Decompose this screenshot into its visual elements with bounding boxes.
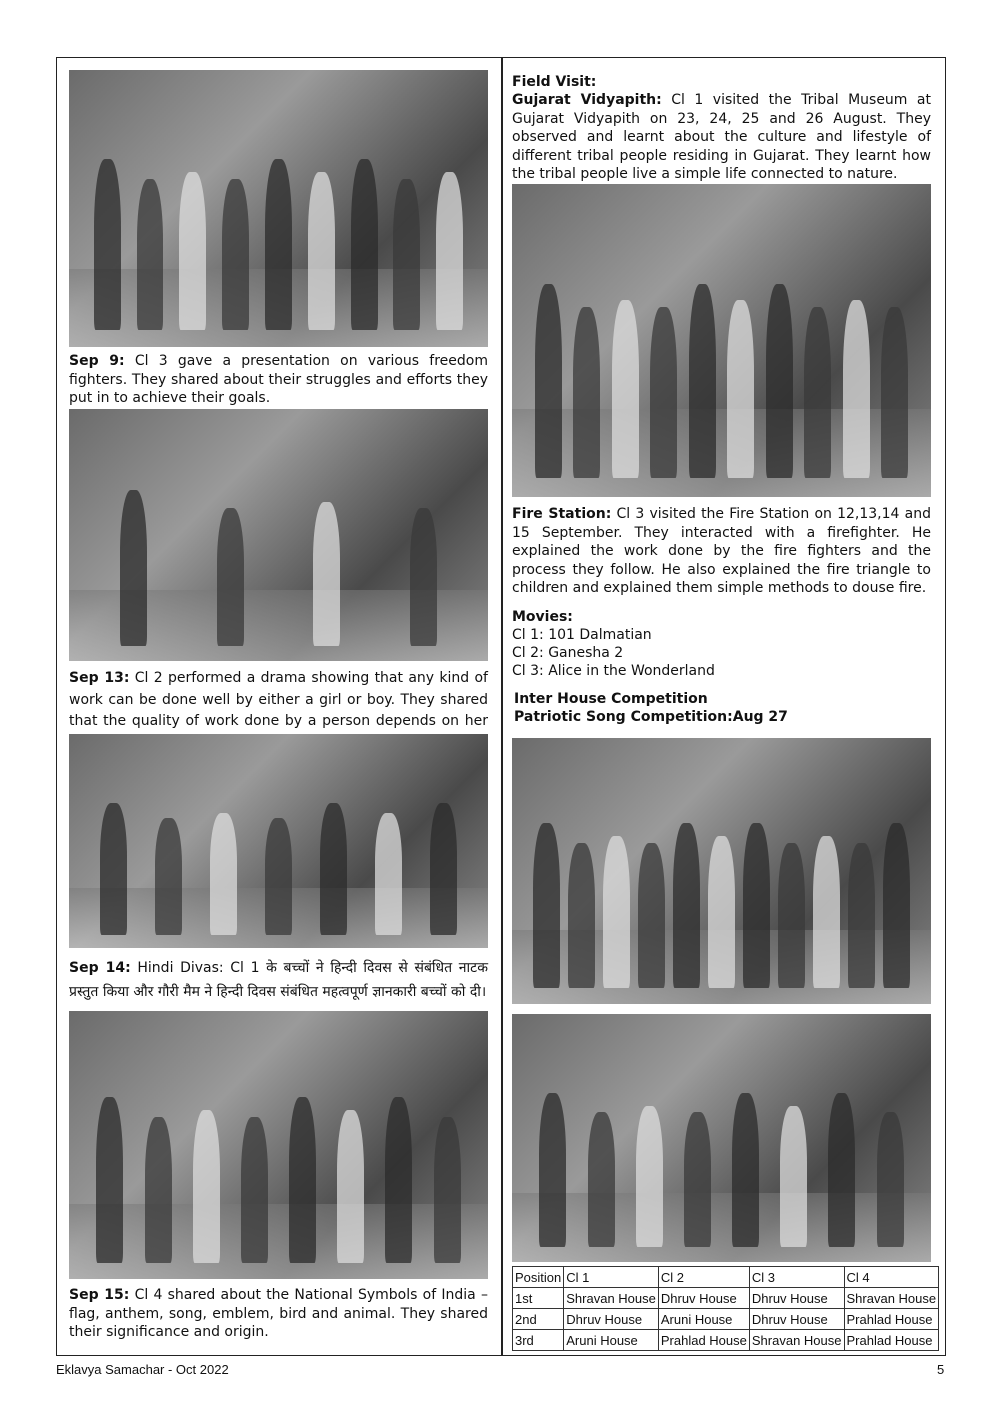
results-table — [512, 1266, 939, 1351]
movie-item: Cl 1: 101 Dalmatian — [512, 627, 652, 643]
caption-sep15: Sep 15: Cl 4 shared about the National Symbols of India – flag, anthem, song, emblem, bird and animal. They shared their significance and origin. — [69, 1287, 488, 1340]
table-cell: Dhruv House — [658, 1288, 749, 1309]
movies-heading: Movies: — [512, 609, 573, 625]
caption-sep9: Sep 9: Cl 3 gave a presentation on various freedom fighters. They shared about their struggles and efforts they put in to achieve their goals. — [69, 353, 488, 406]
table-row — [513, 1330, 939, 1351]
table-cell: 3rd — [513, 1330, 564, 1351]
photo-sep9-presentation — [69, 70, 488, 347]
table-cell: Aruni House — [658, 1309, 749, 1330]
column-divider — [501, 57, 503, 1356]
caption-sep14: Sep 14: Hindi Divas: Cl 1 के बच्चों ने हिन्दी दिवस से संबंधित नाटक प्रस्तुत किया और गौरी मैम ने हिन्दी दिवस संबंधित महत्वपूर्ण ज्ञानकारी बच्चों को दी। — [69, 960, 488, 1000]
photo-fire-station — [512, 184, 931, 497]
table-header-row — [513, 1267, 939, 1288]
photo-patriotic-song-group1 — [512, 738, 931, 1004]
table-cell: Shravan House — [564, 1288, 659, 1309]
footer-page-number: 5 — [937, 1362, 945, 1377]
table-row — [513, 1309, 939, 1330]
table-row — [513, 1288, 939, 1309]
caption-fire-station: Fire Station: Cl 3 visited the Fire Station on 12,13,14 and 15 September. They interacted with a firefighter. He explained the work done by the fire fighters and the process they follow. He also explained the fire triangle to children and explained them simple methods to douse fire. — [512, 506, 931, 596]
caption-gujarat-vidyapith: Gujarat Vidyapith: Cl 1 visited the Tribal Museum at Gujarat Vidyapith on 23, 24, 25 and 26 August. They observed and learnt about the culture and lifestyle of different tribal people residing in Gujarat. They learnt how the tribal people live a simple life connected to nature. — [512, 92, 932, 182]
table-header-cell: Position — [513, 1267, 564, 1288]
table-cell: Dhruv House — [564, 1309, 659, 1330]
footer-publication: Eklavya Samachar - Oct 2022 — [56, 1362, 229, 1377]
table-cell: Prahlad House — [844, 1330, 939, 1351]
table-cell: Shravan House — [844, 1288, 939, 1309]
table-cell: Dhruv House — [749, 1288, 844, 1309]
table-cell: 1st — [513, 1288, 564, 1309]
table-cell: Prahlad House — [844, 1309, 939, 1330]
table-header-cell: Cl 3 — [749, 1267, 844, 1288]
movie-item: Cl 3: Alice in the Wonderland — [512, 663, 715, 679]
caption-sep13: Sep 13: Cl 2 performed a drama showing that any kind of work can be done well by either a girl or boy. They shared that the quality of work done by a person depends on her — [69, 670, 488, 729]
photo-sep13-drama — [69, 409, 488, 661]
table-header-cell: Cl 1 — [564, 1267, 659, 1288]
inter-house-heading: Inter House Competition — [514, 691, 708, 707]
movie-item: Cl 2: Ganesha 2 — [512, 645, 624, 661]
photo-patriotic-song-group2 — [512, 1014, 931, 1262]
table-header-cell: Cl 4 — [844, 1267, 939, 1288]
photo-sep15-national-symbols — [69, 1011, 488, 1279]
table-cell: Dhruv House — [749, 1309, 844, 1330]
photo-sep14-hindi-divas — [69, 734, 488, 948]
table-cell: Shravan House — [749, 1330, 844, 1351]
patriotic-song-heading: Patriotic Song Competition:Aug 27 — [514, 709, 788, 725]
table-cell: Aruni House — [564, 1330, 659, 1351]
field-visit-heading: Field Visit: — [512, 74, 597, 90]
table-cell: Prahlad House — [658, 1330, 749, 1351]
table-header-cell: Cl 2 — [658, 1267, 749, 1288]
table-cell: 2nd — [513, 1309, 564, 1330]
